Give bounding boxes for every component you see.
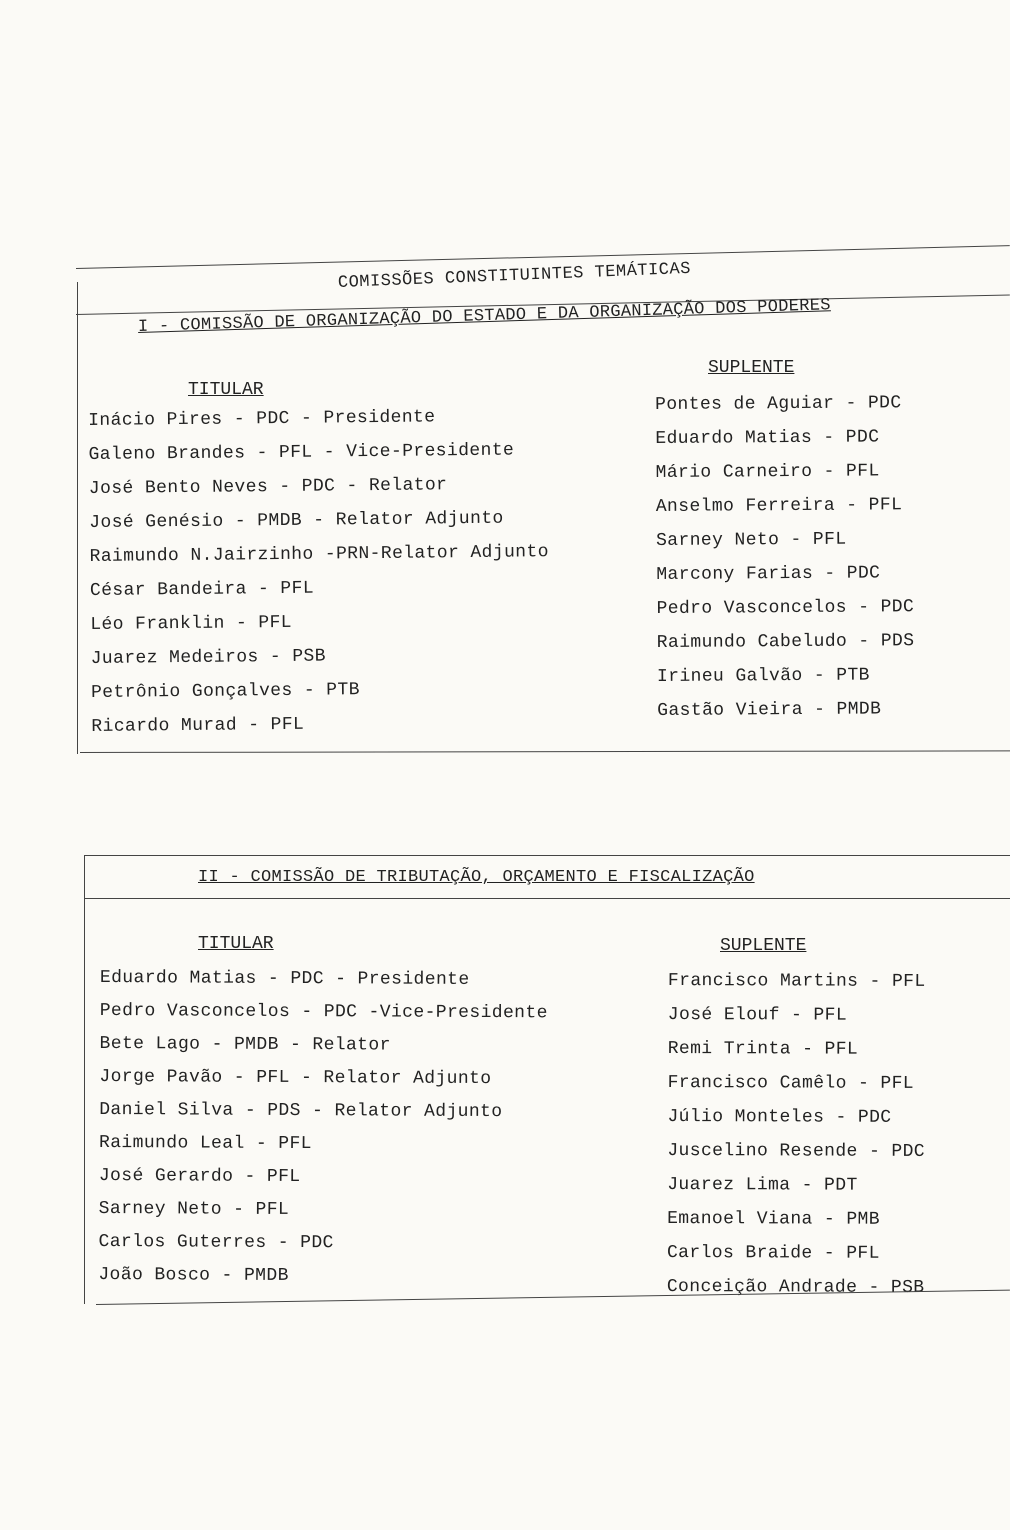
title-divider xyxy=(84,898,1010,899)
list-item: Juarez Medeiros - PSB xyxy=(90,646,327,669)
list-item: Raimundo Leal - PFL xyxy=(98,1132,312,1155)
list-item: Conceição Andrade - PSB xyxy=(666,1276,925,1298)
list-item: Mário Carneiro - PFL xyxy=(655,461,880,483)
box-bottom-border xyxy=(80,750,1010,753)
section-title: I - COMISSÃO DE ORGANIZAÇÃO DO ESTADO E DA ORGANIZAÇÃO DOS PODERES xyxy=(137,296,832,337)
list-item: José Bento Neves - PDC - Relator xyxy=(88,475,448,499)
suplente-heading: SUPLENTE xyxy=(708,358,795,378)
list-item: Léo Franklin - PFL xyxy=(90,612,293,635)
list-item: Gastão Vieira - PMDB xyxy=(657,699,882,721)
list-item: Marcony Farias - PDC xyxy=(656,563,881,585)
suplente-list xyxy=(655,386,915,728)
list-item: Ricardo Murad - PFL xyxy=(91,714,305,737)
list-item: Juscelino Resende - PDC xyxy=(667,1140,926,1162)
list-item: Carlos Braide - PFL xyxy=(666,1242,880,1264)
list-item: José Gerardo - PFL xyxy=(98,1165,301,1188)
list-item: Inácio Pires - PDC - Presidente xyxy=(88,407,436,431)
list-item: Pedro Vasconcelos - PDC xyxy=(656,597,915,619)
list-item: Francisco Camêlo - PFL xyxy=(667,1072,915,1094)
list-item: Sarney Neto - PFL xyxy=(98,1198,290,1220)
list-item: Anselmo Ferreira - PFL xyxy=(655,495,903,517)
document-title: COMISSÕES CONSTITUINTES TEMÁTICAS xyxy=(337,259,692,293)
list-item: Daniel Silva - PDS - Relator Adjunto xyxy=(99,1099,503,1123)
list-item: Irineu Galvão - PTB xyxy=(656,665,870,687)
box-left-border xyxy=(84,856,85,1304)
list-item: Emanoel Viana - PMB xyxy=(667,1208,880,1230)
list-item: Jorge Pavão - PFL - Relator Adjunto xyxy=(99,1066,492,1090)
box-top-border xyxy=(84,855,1010,856)
titular-heading: TITULAR xyxy=(188,380,264,400)
list-item: Eduardo Matias - PDC - Presidente xyxy=(99,967,470,990)
titular-heading: TITULAR xyxy=(198,934,274,954)
list-item: Francisco Martins - PFL xyxy=(667,970,926,992)
list-item: César Bandeira - PFL xyxy=(89,578,315,601)
list-item: Raimundo N.Jairzinho -PRN-Relator Adjunto xyxy=(89,542,549,567)
list-item: Juarez Lima - PDT xyxy=(667,1174,858,1196)
list-item: Bete Lago - PMDB - Relator xyxy=(99,1033,391,1056)
section-title: II - COMISSÃO DE TRIBUTAÇÃO, ORÇAMENTO E FISCALIZAÇÃO xyxy=(198,868,755,887)
list-item: Petrônio Gonçalves - PTB xyxy=(90,680,360,703)
list-item: Pontes de Aguiar - PDC xyxy=(655,393,902,415)
list-item: José Elouf - PFL xyxy=(667,1004,848,1026)
list-item: João Bosco - PMDB xyxy=(98,1264,289,1286)
list-item: Eduardo Matias - PDC xyxy=(655,427,880,449)
list-item: José Genésio - PMDB - Relator Adjunto xyxy=(89,508,504,533)
titular-list xyxy=(98,962,548,1294)
suplente-list xyxy=(667,964,926,1305)
list-item: Raimundo Cabeludo - PDS xyxy=(656,631,915,653)
list-item: Pedro Vasconcelos - PDC -Vice-Presidente xyxy=(99,1000,548,1024)
list-item: Carlos Guterres - PDC xyxy=(98,1231,334,1254)
list-item: Galeno Brandes - PFL - Vice-Presidente xyxy=(88,440,515,465)
list-item: Júlio Monteles - PDC xyxy=(667,1106,892,1128)
titular-list xyxy=(88,399,551,744)
box-left-border xyxy=(77,282,78,754)
list-item: Sarney Neto - PFL xyxy=(655,529,847,551)
list-item: Remi Trinta - PFL xyxy=(667,1038,859,1060)
suplente-heading: SUPLENTE xyxy=(720,936,807,956)
